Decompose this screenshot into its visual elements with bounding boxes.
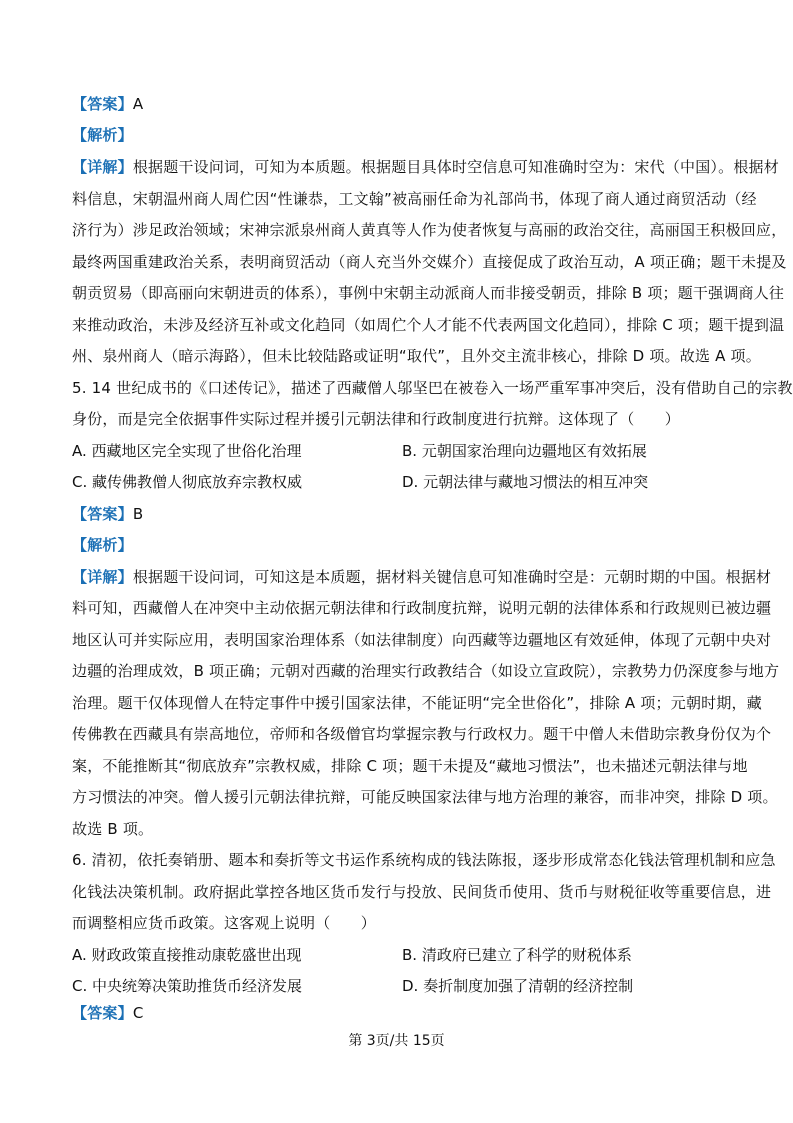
q4-analysis-label: 【解析】 — [72, 126, 133, 144]
q6-stem-line-3: 而调整相应货币政策。这客观上说明（ ） — [72, 914, 377, 932]
q6-option-d: D. 奏折制度加强了清朝的经济控制 — [402, 977, 634, 995]
q5-detail-line-9: 故选 B 项。 — [72, 820, 154, 838]
q5-analysis-label: 【解析】 — [72, 536, 133, 554]
q6-stem-line-1: 6. 清初，依托奏销册、题本和奏折等文书运作系统构成的钱法陈报，逐步形成常态化钱法管理机制和应急 — [72, 851, 776, 869]
q5-option-c: C. 藏传佛教僧人彻底放弃宗教权威 — [72, 473, 303, 491]
q4-detail-line-4: 最终两国重建政治关系，表明商贸活动（商人充当外交媒介）直接促成了政治互动，A 项正确；题干未提及 — [72, 253, 787, 271]
q5-detail-line-2: 料可知，西藏僧人在冲突中主动依据元朝法律和行政制度抗辩，说明元朝的法律体系和行政规则已被边疆 — [72, 599, 772, 617]
q5-option-b: B. 元朝国家治理向边疆地区有效拓展 — [402, 442, 647, 460]
q5-detail-line-8: 方习惯法的冲突。僧人援引元朝法律抗辩，可能反映国家法律与地方治理的兼容，而非冲突，排除 D 项。 — [72, 788, 778, 806]
answer-value: C — [132, 1004, 144, 1022]
q4-answer-row — [72, 94, 143, 114]
q5-detail-line-5: 治理。题干仅体现僧人在特定事件中援引国家法律，不能证明“完全世俗化”，排除 A 项；元朝时期，藏 — [72, 694, 762, 712]
answer-label: 【答案】 — [72, 1004, 133, 1022]
q6-option-b: B. 清政府已建立了科学的财税体系 — [402, 946, 632, 964]
q5-detail-line-7: 案，不能推断其“彻底放弃”宗教权威，排除 C 项；题干未提及“藏地习惯法”，也未描述元朝法律与地 — [72, 757, 748, 775]
page-footer: 第 3页/共 15页 — [348, 1033, 445, 1049]
q5-detail-line-1: 【详解】根据题干设问词，可知这是本质题，据材料关键信息可知准确时空是：元朝时期的中国。根据材 — [72, 568, 772, 586]
q6-answer-row — [72, 1003, 144, 1023]
q5-answer-row — [72, 504, 143, 524]
q4-detail-line-6: 来推动政治，未涉及经济互补或文化趋同（如周伫个人才能不代表两国文化趋同），排除 C 项；题干提到温 — [72, 316, 785, 334]
q6-stem-line-2: 化钱法决策机制。政府据此掌控各地区货币发行与投放、民间货币使用、货币与财税征收等重要信息，进 — [72, 883, 772, 901]
detail-label: 【详解】 — [72, 158, 133, 176]
detail-label: 【详解】 — [72, 568, 133, 586]
answer-value: A — [132, 95, 144, 113]
q5-stem-line-2: 身份，而是完全依据事件实际过程并援引元朝法律和行政制度进行抗辩。这体现了（ ） — [72, 410, 681, 428]
q4-detail-line-5: 朝贡贸易（即高丽向宋朝进贡的体系），事例中宋朝主动派商人而非接受朝贡，排除 B 项；题干强调商人往 — [72, 284, 785, 302]
q5-detail-line-4: 边疆的治理成效，B 项正确；元朝对西藏的治理实行政教结合（如设立宣政院），宗教势力仍深度参与地方 — [72, 662, 780, 680]
q5-stem-line-1: 5. 14 世纪成书的《口述传记》，描述了西藏僧人邬坚巴在被卷入一场严重军事冲突后，没有借助自己的宗教 — [72, 379, 793, 397]
q4-detail-line-3: 济行为）涉足政治领域；宋神宗派泉州商人黄真等人作为使者恢复与高丽的政治交往，高丽国王积极回应， — [72, 221, 787, 239]
answer-label: 【答案】 — [72, 95, 133, 113]
answer-label: 【答案】 — [72, 505, 133, 523]
q4-detail-line-2: 料信息，宋朝温州商人周伫因“性谦恭，工文翰”被高丽任命为礼部尚书，体现了商人通过商贸活动（经 — [72, 190, 757, 208]
answer-value: B — [132, 505, 144, 523]
q4-detail-line-7: 州、泉州商人（暗示海路），但未比较陆路或证明“取代”，且外交主流非核心，排除 D 项。故选 A 项。 — [72, 347, 761, 365]
q6-option-c: C. 中央统筹决策助推货币经济发展 — [72, 977, 303, 995]
q6-option-a: A. 财政政策直接推动康乾盛世出现 — [72, 946, 302, 964]
q4-detail-line-1: 【详解】根据题干设问词，可知为本质题。根据题目具体时空信息可知准确时空为：宋代（中国）。根据材 — [72, 158, 779, 176]
q5-detail-line-6: 传佛教在西藏具有崇高地位，帝师和各级僧官均掌握宗教与行政权力。题干中僧人未借助宗教身份仅为个 — [72, 725, 772, 743]
q5-option-d: D. 元朝法律与藏地习惯法的相互冲突 — [402, 473, 649, 491]
q5-option-a: A. 西藏地区完全实现了世俗化治理 — [72, 442, 302, 460]
q5-detail-line-3: 地区认可并实际应用，表明国家治理体系（如法律制度）向西藏等边疆地区有效延伸，体现了元朝中央对 — [72, 631, 772, 649]
